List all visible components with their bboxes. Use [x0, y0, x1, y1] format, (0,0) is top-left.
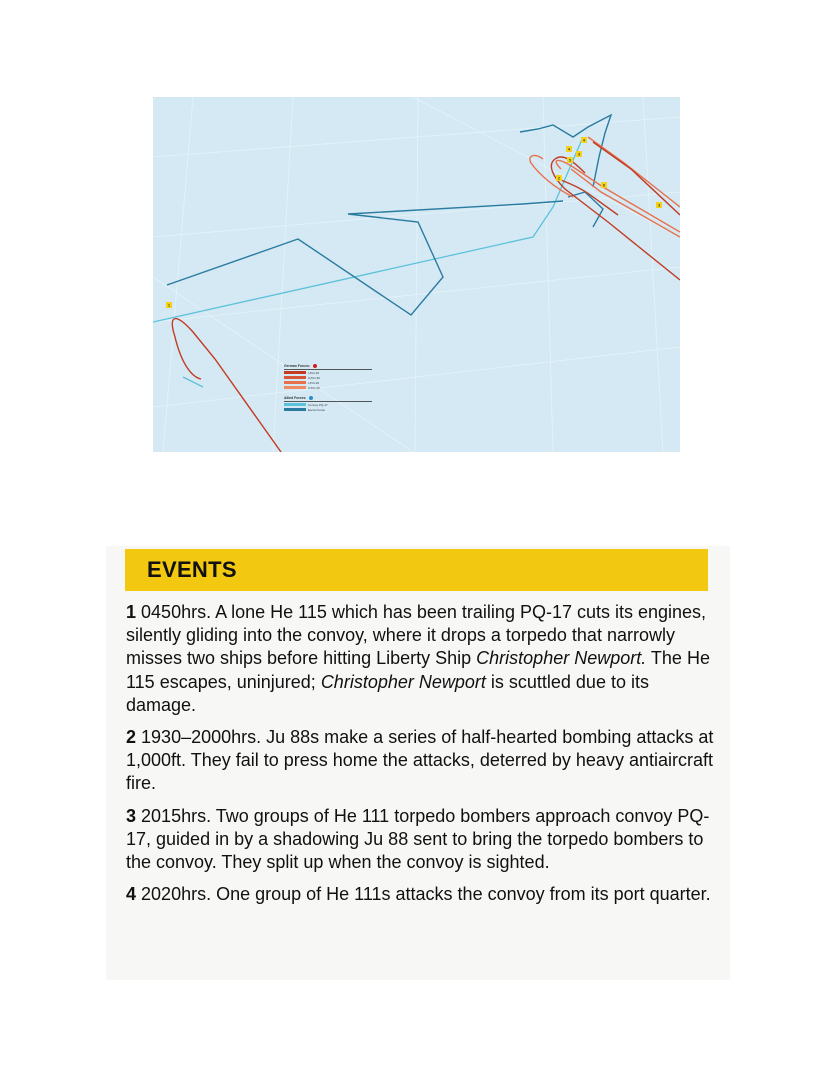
event-text: The He 115 escapes, uninjured;	[126, 648, 710, 692]
map-marker	[556, 175, 562, 181]
event-text: is scuttled due to its damage.	[126, 671, 649, 715]
events-list	[126, 601, 716, 915]
map-marker	[601, 182, 607, 188]
event-markers	[166, 137, 662, 308]
events-panel	[106, 546, 730, 980]
event-number: 2	[126, 727, 137, 748]
event-text: 2020hrs. One group of He 111s attacks the convoy from its port quarter.	[141, 884, 711, 905]
allied-convoy-track	[153, 137, 583, 387]
map-marker	[566, 146, 572, 152]
event-text: 0450hrs. A lone He 115 which has been trailing PQ-17 cuts its engines, silently gliding into the convoy, where it drops a torpedo that narrowly misses two ships before hitting Liberty Ship	[126, 602, 707, 669]
map-legend	[284, 364, 374, 412]
marker-label: 6	[602, 182, 606, 188]
event-item	[126, 805, 716, 875]
legend-allied-title: Allied Forces:	[284, 396, 307, 400]
event-number: 3	[126, 805, 137, 826]
legend-item: II./KG 30	[284, 375, 374, 380]
german-dot-icon	[313, 364, 317, 368]
marker-label: 3	[577, 151, 581, 157]
legend-german-title: German Forces:	[284, 364, 311, 368]
ship-name: Christopher Newport.	[476, 648, 647, 669]
event-item	[126, 601, 716, 717]
map-marker	[166, 302, 172, 308]
legend-item: I./KG 26	[284, 380, 374, 385]
legend-item: II./KG 26	[284, 385, 374, 390]
map-marker	[567, 157, 573, 163]
event-item	[126, 726, 716, 796]
map-graphic	[153, 97, 680, 452]
marker-label: 4	[582, 137, 586, 143]
event-number: 1	[126, 602, 137, 622]
marker-label: 1	[167, 302, 171, 308]
map-marker	[576, 151, 582, 157]
event-number: 4	[126, 884, 137, 905]
allied-dot-icon	[309, 396, 313, 400]
marker-label: 2	[557, 175, 561, 181]
legend-item: I./KG 26	[284, 370, 374, 375]
event-item	[126, 883, 716, 906]
event-text: 2015hrs. Two groups of He 111 torpedo bombers approach convoy PQ-17, guided in by a shadowing Ju 88 sent to bring the torpedo bombers to the convoy. They split up when the convoy is sighted.	[126, 805, 710, 873]
marker-label: 5	[568, 157, 572, 163]
event-text: 1930–2000hrs. Ju 88s make a series of half-hearted bombing attacks at 1,000ft. They fail to press home the attacks, deterred by heavy antiaircraft fire.	[126, 727, 714, 794]
ship-name: Christopher Newport	[320, 671, 486, 692]
marker-label: 3	[657, 202, 661, 208]
marker-label: 4	[567, 146, 571, 152]
battle-map	[153, 97, 680, 452]
map-marker	[581, 137, 587, 143]
map-marker	[656, 202, 662, 208]
legend-item: Convoy PQ-17	[284, 402, 374, 407]
events-header	[125, 549, 708, 591]
events-title: EVENTS	[147, 557, 237, 582]
legend-item: Escort Force	[284, 407, 374, 412]
